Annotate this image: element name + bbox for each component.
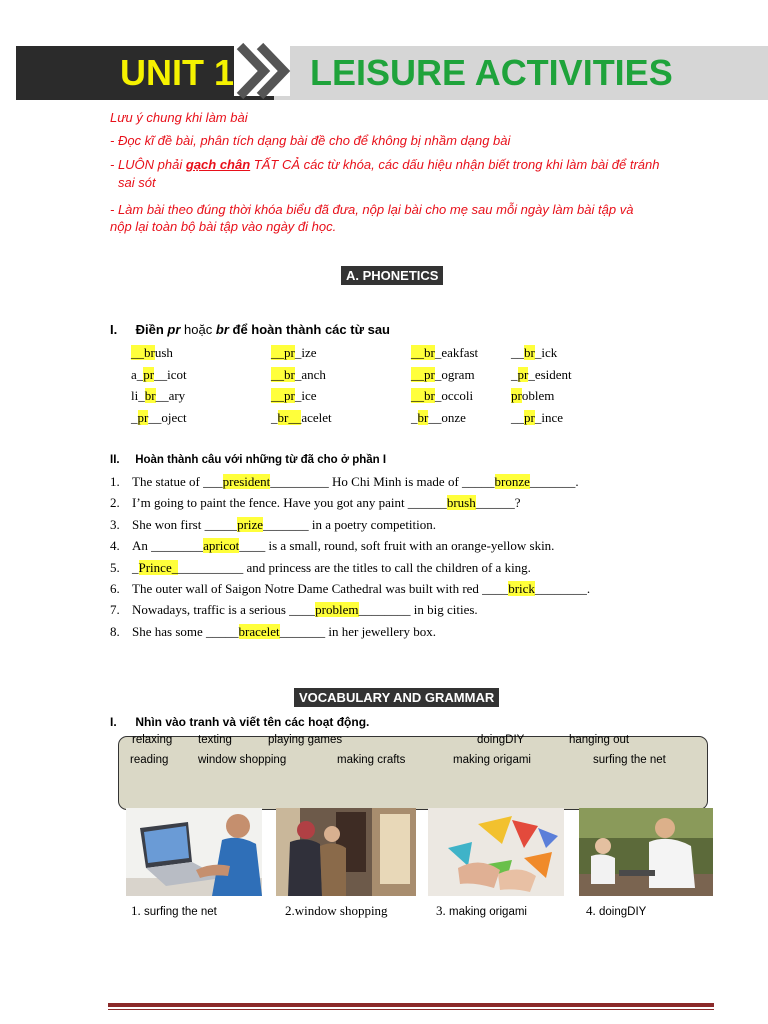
word-bank-item: making crafts xyxy=(337,754,406,766)
note-line-2-start: - LUÔN phải xyxy=(110,157,183,172)
exercise-1-verb: Điền xyxy=(135,322,164,337)
note-line-3: - Làm bài theo đúng thời khóa biểu đã đưa, nộp lại bài cho mẹ sau mỗi ngày làm bài tập và xyxy=(110,202,634,217)
sentence-item xyxy=(110,517,436,533)
caption-4 xyxy=(586,903,646,919)
phonetics-word-part: _esident xyxy=(528,367,572,382)
note-line-2-end: TẤT CẢ các từ khóa, các dấu hiệu nhận biết trong khi làm bài để tránh xyxy=(253,157,660,172)
sentence-text: _______ in a poetry competition. xyxy=(263,516,437,532)
note-line-2-cont: sai sót xyxy=(118,175,156,190)
exercise-3-instruction: Nhìn vào tranh và viết tên các hoạt động. xyxy=(135,715,370,729)
phonetics-word xyxy=(271,410,332,426)
phonetics-word-part: _ogram xyxy=(434,367,475,382)
phonetics-word xyxy=(411,410,466,426)
phonetics-word xyxy=(511,410,563,426)
phonetics-word-part: oblem xyxy=(521,388,555,403)
phonetics-word-part: __onze xyxy=(428,410,466,425)
phonetics-answer: br xyxy=(417,410,429,425)
exercise-2-instruction: Hoàn thành câu với những từ đã cho ở phần I xyxy=(135,454,387,466)
sentence-text: _________ Ho Chi Minh is made of _____ xyxy=(270,474,495,489)
phonetics-word-part: _anch xyxy=(294,367,326,382)
phonetics-word-part: a_ xyxy=(131,367,144,382)
caption-answer: window shopping xyxy=(294,903,388,918)
phonetics-answer: __br xyxy=(131,345,155,360)
photo-making-origami xyxy=(428,808,564,896)
sentence-text: Nowadays, traffic is a serious ____ xyxy=(132,602,316,618)
sentence-text: ______? xyxy=(475,495,521,511)
exercise-2-heading xyxy=(110,454,386,466)
sentence-text: ________. xyxy=(534,581,591,596)
phonetics-word xyxy=(271,367,326,383)
word-bank-item: playing games xyxy=(268,734,343,746)
sentence-answer: brush xyxy=(446,495,476,511)
footer-rule-thin xyxy=(108,1009,714,1010)
caption-answer: making origami xyxy=(449,906,527,918)
sentence-number: 4. xyxy=(110,538,120,554)
sentence-text: ________ in big cities. xyxy=(358,602,478,618)
phonetics-word xyxy=(411,345,478,361)
phonetics-word-part: _ xyxy=(271,410,278,425)
exercise-3-number: I. xyxy=(110,715,117,729)
sentence-answer: bronze xyxy=(494,474,530,489)
phonetics-answer: br xyxy=(524,345,535,360)
phonetics-word-part: _ize xyxy=(294,345,317,360)
sentence-item xyxy=(110,581,590,597)
sentence-text: I’m going to paint the fence. Have you got any paint ______ xyxy=(132,495,447,511)
exercise-3-heading xyxy=(110,715,369,729)
sentence-text: __________ and princess are the titles to call the children of a king. xyxy=(178,559,531,575)
word-bank-item: doingDIY xyxy=(477,734,525,746)
phonetics-answer: __br xyxy=(271,367,295,382)
phonetics-word-part: acelet xyxy=(301,410,332,425)
phonetics-word xyxy=(131,367,187,383)
section-b-label: VOCABULARY AND GRAMMAR xyxy=(294,688,499,707)
phonetics-answer: pr xyxy=(143,367,155,382)
caption-answer: surfing the net xyxy=(144,906,217,918)
phonetics-answer: pr xyxy=(524,410,535,425)
sentence-item xyxy=(110,560,531,576)
sentence-number: 1. xyxy=(110,474,120,489)
photo-window-shopping xyxy=(276,808,416,896)
exercise-1-heading xyxy=(110,322,390,337)
sentence-text: An ________ xyxy=(132,538,204,554)
phonetics-word xyxy=(411,388,473,404)
phonetics-word-part: __ary xyxy=(155,388,186,403)
phonetics-word xyxy=(131,345,173,361)
note-line-2 xyxy=(110,157,659,172)
exercise-1-pr: pr xyxy=(167,322,181,337)
phonetics-word xyxy=(271,388,317,404)
phonetics-answer: __pr xyxy=(271,388,295,403)
exercise-1-or: hoặc xyxy=(184,322,213,337)
phonetics-word-part: __ xyxy=(511,410,524,425)
sentence-text: _ xyxy=(132,559,139,575)
phonetics-word-part: _eakfast xyxy=(434,345,479,360)
sentence-item xyxy=(110,474,579,490)
phonetics-word-part: _occoli xyxy=(434,388,474,403)
caption-1 xyxy=(131,903,217,919)
worksheet-title: LEISURE ACTIVITIES xyxy=(310,52,673,93)
section-a-label: A. PHONETICS xyxy=(341,266,443,285)
sentence-answer: apricot xyxy=(203,538,240,554)
phonetics-answer: __pr xyxy=(411,367,435,382)
sentence-number: 8. xyxy=(110,623,120,639)
phonetics-word-part: ush xyxy=(154,345,173,360)
unit-label: UNIT 1 xyxy=(120,52,235,93)
sentence-answer: problem xyxy=(315,602,359,618)
sentence-answer: president xyxy=(222,474,271,489)
phonetics-word xyxy=(511,345,557,361)
phonetics-word xyxy=(131,388,185,404)
sentence-number: 6. xyxy=(110,581,120,596)
sentence-text: _______ in her jewellery box. xyxy=(279,623,436,639)
sentence-text: The outer wall of Saigon Notre Dame Cathedral was built with red ____ xyxy=(132,581,509,596)
phonetics-word-part: _ xyxy=(511,367,518,382)
note-line-3-cont: nộp lại toàn bộ bài tập vào ngày đi học. xyxy=(110,219,337,234)
word-bank-item: texting xyxy=(198,734,232,746)
phonetics-word-part: _ick xyxy=(534,345,558,360)
sentence-number: 2. xyxy=(110,495,120,511)
phonetics-word xyxy=(511,388,554,404)
word-bank-item: reading xyxy=(130,754,169,766)
photo-doing-diy xyxy=(579,808,713,896)
phonetics-word xyxy=(511,367,572,383)
sentence-item xyxy=(110,602,478,618)
note-heading: Lưu ý chung khi làm bài xyxy=(110,110,248,125)
exercise-1-instruction: để hoàn thành các từ sau xyxy=(232,322,390,337)
sentence-number: 3. xyxy=(110,516,120,532)
phonetics-word-part: __oject xyxy=(148,410,187,425)
word-bank-item: relaxing xyxy=(132,734,173,746)
photo-surfing-the-net xyxy=(126,808,262,896)
sentence-text: ____ is a small, round, soft fruit with an orange-yellow skin. xyxy=(239,538,555,554)
caption-number: 1. xyxy=(131,903,141,918)
phonetics-answer: pr xyxy=(137,410,149,425)
sentence-item xyxy=(110,495,520,511)
word-bank-item: hanging out xyxy=(569,734,630,746)
phonetics-word-part: _ince xyxy=(534,410,563,425)
sentence-text: She won first _____ xyxy=(132,516,238,532)
sentence-item xyxy=(110,538,554,554)
exercise-1-number: I. xyxy=(110,322,118,337)
caption-answer: doingDIY xyxy=(599,906,647,918)
phonetics-word-part: __icot xyxy=(154,367,187,382)
caption-number: 2. xyxy=(285,903,295,918)
phonetics-word-part: __ xyxy=(511,345,524,360)
double-chevron-icon xyxy=(226,38,292,100)
sentence-text: She has some _____ xyxy=(132,623,239,639)
caption-number: 4. xyxy=(586,903,596,918)
sentence-answer: brick xyxy=(508,581,535,596)
phonetics-answer: br xyxy=(144,388,156,403)
sentence-number: 7. xyxy=(110,602,120,618)
exercise-2-number: II. xyxy=(110,454,120,466)
sentence-answer: bracelet xyxy=(238,623,280,639)
phonetics-word-part: _ xyxy=(411,410,418,425)
phonetics-word-part: li_ xyxy=(131,388,145,403)
phonetics-answer: __br xyxy=(411,345,435,360)
sentence-answer: prize xyxy=(237,516,264,532)
word-bank-item: making origami xyxy=(453,754,531,766)
sentence-text: The statue of ___ xyxy=(132,474,223,489)
sentence-answer: Prince_ xyxy=(138,559,179,575)
word-bank-item: window shopping xyxy=(198,754,287,766)
phonetics-answer: __br xyxy=(411,388,435,403)
sentence-item xyxy=(110,624,436,640)
phonetics-word xyxy=(131,410,187,426)
phonetics-answer: pr xyxy=(517,367,529,382)
exercise-1-br: br xyxy=(215,322,229,337)
word-bank-item: surfing the net xyxy=(593,754,666,766)
note-underline-emphasis: gạch chân xyxy=(185,157,251,172)
word-bank-box xyxy=(118,736,708,810)
caption-2 xyxy=(285,903,388,919)
sentence-text: _______. xyxy=(529,474,579,489)
phonetics-word-part: _ xyxy=(131,410,138,425)
footer-rule xyxy=(108,1003,714,1007)
phonetics-answer: br__ xyxy=(277,410,302,425)
phonetics-word-part: _ice xyxy=(294,388,317,403)
sentence-number: 5. xyxy=(110,559,120,575)
phonetics-answer: __pr xyxy=(271,345,295,360)
phonetics-word xyxy=(411,367,475,383)
caption-3 xyxy=(436,903,527,919)
phonetics-word xyxy=(271,345,317,361)
phonetics-answer: pr xyxy=(511,388,522,403)
note-line-1: - Đọc kĩ đề bài, phân tích dạng bài đề cho để không bị nhầm dạng bài xyxy=(110,133,511,148)
caption-number: 3. xyxy=(436,903,446,918)
